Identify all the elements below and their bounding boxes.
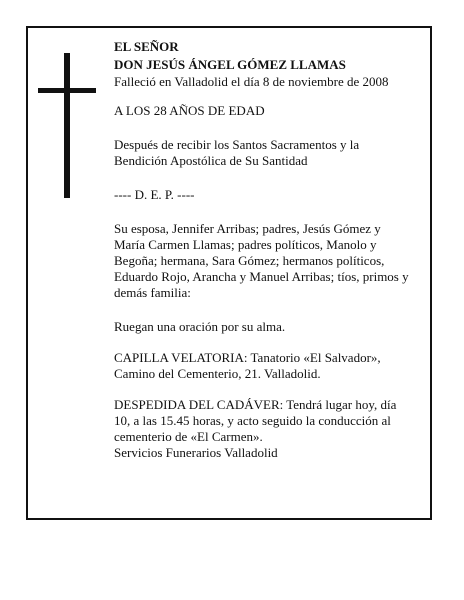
- obituary-text: [114, 38, 414, 461]
- rip-line: ---- D. E. P. ----: [114, 187, 195, 202]
- farewell-paragraph: DESPEDIDA DEL CADÁVER: Tendrá lugar hoy, día 10, a las 15.45 horas, y acto seguido la conducción al cementerio de «El Carmen».: [114, 397, 397, 444]
- cross-vertical-bar: [64, 53, 70, 198]
- death-line: Falleció en Valladolid el día 8 de noviembre de 2008: [114, 74, 389, 89]
- age-line: A LOS 28 AÑOS DE EDAD: [114, 103, 265, 118]
- sacraments-paragraph: Después de recibir los Santos Sacramentos y la Bendición Apostólica de Su Santidad: [114, 137, 360, 168]
- prayer-line: Ruegan una oración por su alma.: [114, 319, 286, 334]
- title-line-1: EL SEÑOR: [114, 39, 179, 54]
- funeral-services-line: Servicios Funerarios Valladolid: [114, 445, 278, 460]
- family-paragraph: Su esposa, Jennifer Arribas; padres, Jesús Gómez y María Carmen Llamas; padres políticos, Manolo y Begoña; hermana, Sara Gómez; hermanos políticos, Eduardo Rojo, Arancha y Manuel Arribas; tíos, primos y demás familia:: [114, 221, 409, 300]
- deceased-name: DON JESÚS ÁNGEL GÓMEZ LLAMAS: [114, 57, 346, 72]
- cross-icon: [38, 53, 96, 198]
- cross-horizontal-bar: [38, 88, 96, 93]
- chapel-paragraph: CAPILLA VELATORIA: Tanatorio «El Salvador», Camino del Cementerio, 21. Valladolid.: [114, 350, 381, 381]
